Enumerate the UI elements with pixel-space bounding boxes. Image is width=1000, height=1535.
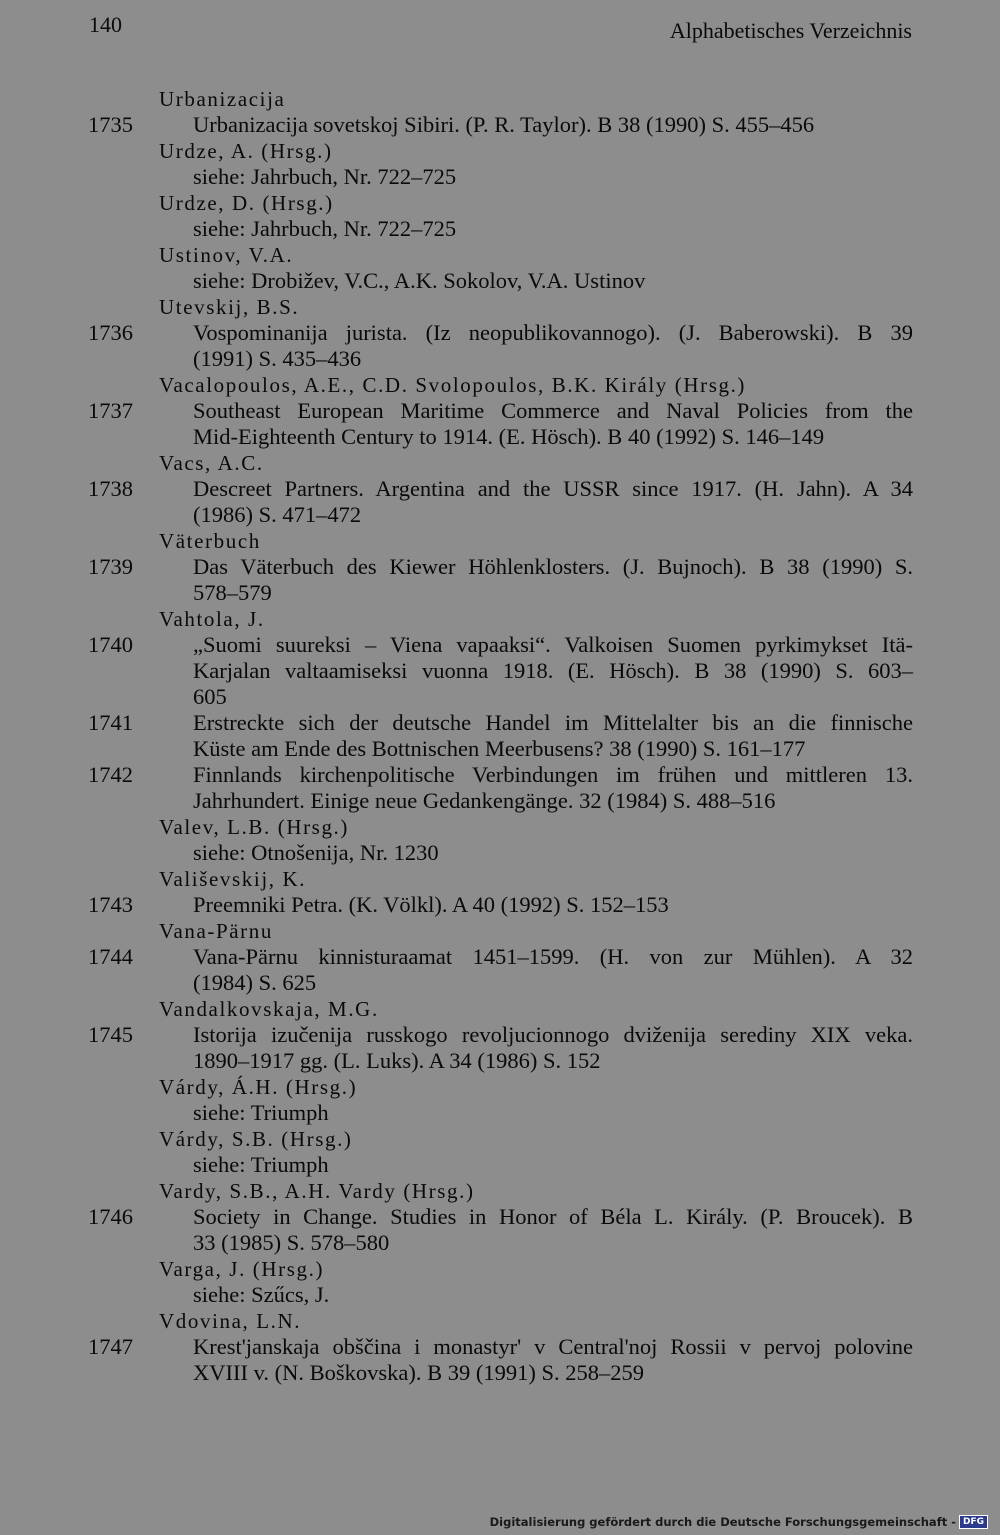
entry-line (0, 684, 1000, 710)
entry-text: Erstreckte sich der deutsche Handel im Mittelalter bis an die finnische (193, 710, 913, 735)
entry-line (0, 658, 1000, 684)
entry-text: Istorija izučenija russkogo revoljucionnogo dviženija serediny XIX veka. (193, 1022, 913, 1047)
heading-text: Urdze, D. (Hrsg.) (159, 191, 334, 215)
entry-line (0, 892, 1000, 918)
entry-heading (0, 86, 1000, 112)
page-number: 140 (89, 12, 122, 37)
entry-number: 1735 (88, 112, 133, 137)
entry-text: Karjalan valtaamiseksi vuonna 1918. (E. Hösch). B 38 (1990) S. 603– (193, 658, 913, 683)
heading-text: Várdy, Á.H. (Hrsg.) (159, 1075, 358, 1099)
entry-line (0, 476, 1000, 502)
entry-text: Küste am Ende des Bottnischen Meerbusens? 38 (1990) S. 161–177 (193, 736, 806, 761)
entry-text: 1890–1917 gg. (L. Luks). A 34 (1986) S. 152 (193, 1048, 601, 1073)
heading-text: Vahtola, J. (159, 607, 265, 631)
entry-number: 1740 (88, 632, 133, 657)
entry-line (0, 424, 1000, 450)
heading-text: Vandalkovskaja, M.G. (159, 997, 379, 1021)
entry-text: Finnlands kirchenpolitische Verbindungen im frühen und mittleren 13. (193, 762, 913, 787)
entry-text: siehe: Triumph (193, 1152, 329, 1177)
entry-line (0, 268, 1000, 294)
entry-text: (1984) S. 625 (193, 970, 317, 995)
dfg-logo: DFG (959, 1515, 988, 1529)
entry-heading (0, 606, 1000, 632)
entry-line (0, 346, 1000, 372)
entry-text: siehe: Triumph (193, 1100, 329, 1125)
entry-text: Southeast European Maritime Commerce and Naval Policies from the (193, 398, 913, 423)
entry-line (0, 762, 1000, 788)
entry-text: Preemniki Petra. (K. Völkl). A 40 (1992) S. 152–153 (193, 892, 669, 917)
entry-line (0, 1360, 1000, 1386)
heading-text: Vališevskij, K. (159, 867, 307, 891)
heading-text: Ustinov, V.A. (159, 243, 294, 267)
heading-text: Vdovina, L.N. (159, 1309, 302, 1333)
entry-heading (0, 372, 1000, 398)
entry-heading (0, 866, 1000, 892)
entry-line (0, 944, 1000, 970)
entry-heading (0, 1308, 1000, 1334)
heading-text: Vacalopoulos, A.E., C.D. Svolopoulos, B.K. Király (Hrsg.) (159, 373, 747, 397)
heading-text: Urdze, A. (Hrsg.) (159, 139, 333, 163)
entry-line (0, 1152, 1000, 1178)
entry-heading (0, 996, 1000, 1022)
entry-number: 1736 (88, 320, 133, 345)
entry-text: 33 (1985) S. 578–580 (193, 1230, 390, 1255)
entry-text: siehe: Jahrbuch, Nr. 722–725 (193, 164, 457, 189)
entry-number: 1741 (88, 710, 133, 735)
entry-line (0, 398, 1000, 424)
entry-line (0, 164, 1000, 190)
entry-text: Das Väterbuch des Kiewer Höhlenklosters. (J. Bujnoch). B 38 (1990) S. (193, 554, 913, 579)
entry-heading (0, 814, 1000, 840)
entry-line (0, 1022, 1000, 1048)
entry-line (0, 1100, 1000, 1126)
entry-text: „Suomi suureksi – Viena vapaaksi“. Valkoisen Suomen pyrkimykset Itä- (193, 632, 913, 657)
entry-line (0, 1230, 1000, 1256)
entry-line (0, 840, 1000, 866)
entry-line (0, 1282, 1000, 1308)
entry-heading (0, 1074, 1000, 1100)
entry-text: Descreet Partners. Argentina and the USSR since 1917. (H. Jahn). A 34 (193, 476, 913, 501)
entry-heading (0, 294, 1000, 320)
entry-heading (0, 918, 1000, 944)
entry-line (0, 320, 1000, 346)
entry-heading (0, 528, 1000, 554)
entry-heading (0, 1126, 1000, 1152)
entry-text: 605 (193, 684, 227, 709)
entry-heading (0, 450, 1000, 476)
entry-text: Vana-Pärnu kinnisturaamat 1451–1599. (H. von zur Mühlen). A 32 (193, 944, 913, 969)
entry-text: XVIII v. (N. Boškovska). B 39 (1991) S. 258–259 (193, 1360, 645, 1385)
entry-text: (1991) S. 435–436 (193, 346, 362, 371)
entry-line (0, 1048, 1000, 1074)
entry-text: siehe: Szűcs, J. (193, 1282, 330, 1307)
heading-text: Várdy, S.B. (Hrsg.) (159, 1127, 353, 1151)
entry-text: Mid-Eighteenth Century to 1914. (E. Hösch). B 40 (1992) S. 146–149 (193, 424, 825, 449)
entry-heading (0, 1256, 1000, 1282)
entry-number: 1737 (88, 398, 133, 423)
entry-heading (0, 190, 1000, 216)
entry-line (0, 502, 1000, 528)
entry-number: 1738 (88, 476, 133, 501)
entry-text: Society in Change. Studies in Honor of Béla L. Király. (P. Broucek). B (193, 1204, 913, 1229)
entry-heading (0, 1178, 1000, 1204)
credit-text: Digitalisierung gefördert durch die Deutsche Forschungsgemeinschaft - (489, 1515, 956, 1529)
entry-text: Krest'janskaja obščina i monastyr' v Central'noj Rossii v pervoj polovine (193, 1334, 913, 1359)
entry-text: 578–579 (193, 580, 272, 605)
heading-text: Vacs, A.C. (159, 451, 264, 475)
entry-line (0, 632, 1000, 658)
running-head: Alphabetisches Verzeichnis (669, 18, 912, 43)
digitization-credit (490, 1515, 988, 1529)
heading-text: Utevskij, B.S. (159, 295, 300, 319)
entry-number: 1746 (88, 1204, 133, 1229)
index-entries (0, 86, 1000, 1386)
entry-number: 1739 (88, 554, 133, 579)
entry-line (0, 1204, 1000, 1230)
heading-text: Väterbuch (159, 529, 261, 553)
entry-text: Jahrhundert. Einige neue Gedankengänge. 32 (1984) S. 488–516 (193, 788, 776, 813)
entry-line (0, 112, 1000, 138)
entry-text: Urbanizacija sovetskoj Sibiri. (P. R. Taylor). B 38 (1990) S. 455–456 (193, 112, 815, 137)
entry-line (0, 710, 1000, 736)
entry-number: 1742 (88, 762, 133, 787)
entry-line (0, 788, 1000, 814)
entry-text: siehe: Jahrbuch, Nr. 722–725 (193, 216, 457, 241)
entry-number: 1744 (88, 944, 133, 969)
entry-heading (0, 138, 1000, 164)
entry-text: siehe: Drobižev, V.C., A.K. Sokolov, V.A. Ustinov (193, 268, 646, 293)
heading-text: Varga, J. (Hrsg.) (159, 1257, 325, 1281)
entry-number: 1745 (88, 1022, 133, 1047)
entry-text: Vospominanija jurista. (Iz neopublikovannogo). (J. Baberowski). B 39 (193, 320, 913, 345)
entry-line (0, 554, 1000, 580)
entry-line (0, 970, 1000, 996)
entry-line (0, 736, 1000, 762)
entry-text: (1986) S. 471–472 (193, 502, 362, 527)
heading-text: Vana-Pärnu (159, 919, 273, 943)
entry-line (0, 580, 1000, 606)
heading-text: Urbanizacija (159, 87, 286, 111)
heading-text: Vardy, S.B., A.H. Vardy (Hrsg.) (159, 1179, 475, 1203)
entry-number: 1743 (88, 892, 133, 917)
entry-line (0, 1334, 1000, 1360)
entry-text: siehe: Otnošenija, Nr. 1230 (193, 840, 439, 865)
entry-heading (0, 242, 1000, 268)
heading-text: Valev, L.B. (Hrsg.) (159, 815, 350, 839)
entry-line (0, 216, 1000, 242)
entry-number: 1747 (88, 1334, 133, 1359)
